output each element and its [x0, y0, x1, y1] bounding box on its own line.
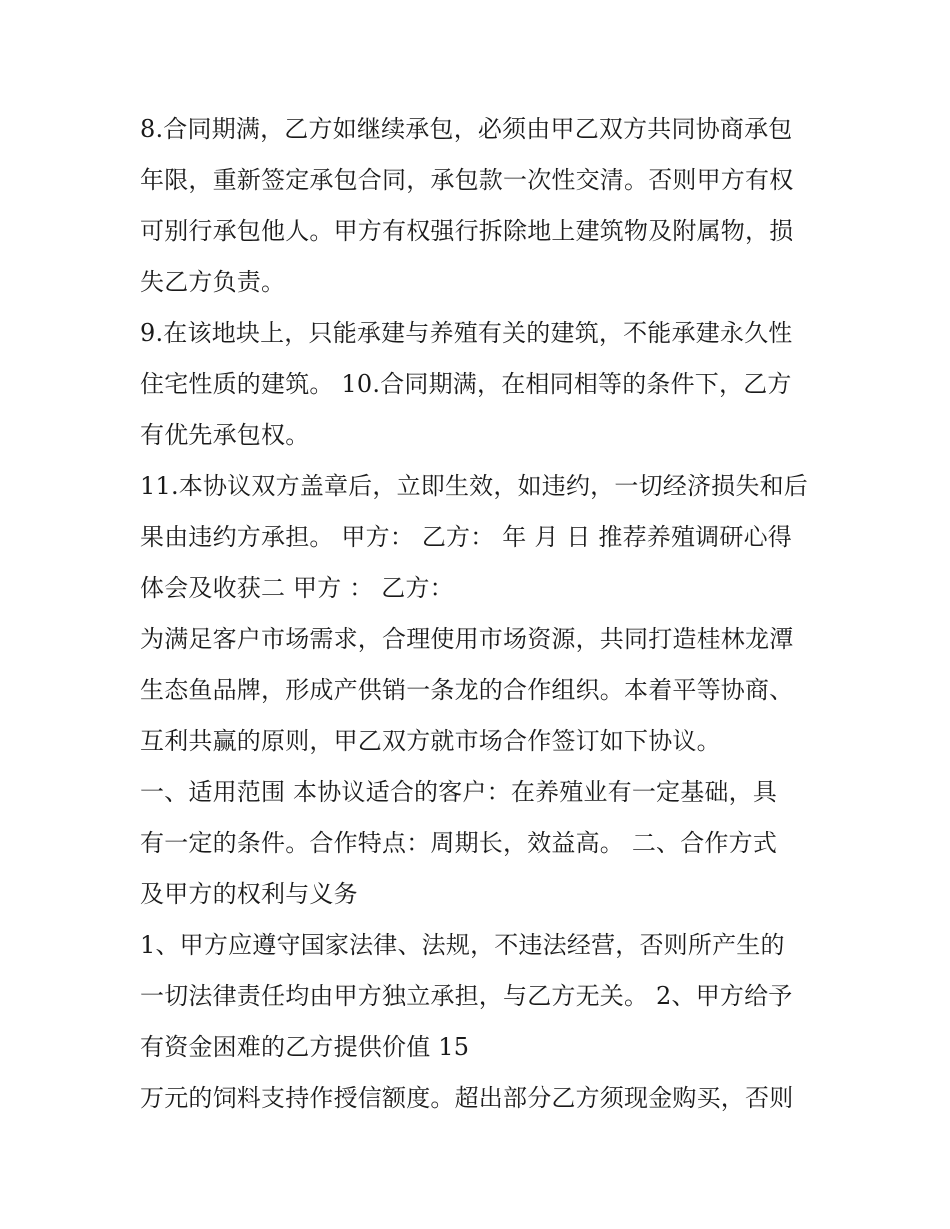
- text-line: 为满足客户市场需求，合理使用市场资源，共同打造桂林龙潭: [140, 625, 794, 653]
- text-line: 万元的饲料支持作授信额度。超出部分乙方须现金购买，否则: [140, 1084, 794, 1112]
- text-line: 9.在该地块上，只能承建与养殖有关的建筑，不能承建永久性: [140, 319, 793, 347]
- text-line: 失乙方负责。: [140, 268, 286, 296]
- text-line: 生态鱼品牌，形成产供销一条龙的合作组织。本着平等协商、: [140, 676, 794, 704]
- text-line: 有优先承包权。: [140, 421, 310, 449]
- text-line: 一切法律责任均由甲方独立承担，与乙方无关。 2、甲方给予: [140, 982, 793, 1010]
- text-line: 可别行承包他人。甲方有权强行拆除地上建筑物及附属物，损: [140, 217, 794, 245]
- text-line: 有一定的条件。合作特点：周期长，效益高。 二、合作方式: [140, 829, 778, 857]
- text-line: 果由违约方承担。 甲方： 乙方： 年 月 日 推荐养殖调研心得: [140, 523, 792, 551]
- document-body: [140, 104, 820, 1124]
- text-line: 8.合同期满，乙方如继续承包，必须由甲乙双方共同协商承包: [140, 115, 793, 143]
- text-line: 一、适用范围 本协议适合的客户：在养殖业有一定基础，具: [140, 778, 778, 806]
- text-line: 有资金困难的乙方提供价值 15: [140, 1033, 470, 1061]
- text-line: 住宅性质的建筑。 10.合同期满，在相同相等的条件下，乙方: [140, 370, 792, 398]
- text-line: 11.本协议双方盖章后，立即生效，如违约，一切经济损失和后: [140, 472, 808, 500]
- text-line: 体会及收获二 甲方 ： 乙方：: [140, 574, 454, 602]
- text-line: 互利共赢的原则，甲乙双方就市场合作签订如下协议。: [140, 727, 721, 755]
- text-line: 及甲方的权利与义务: [140, 880, 358, 908]
- text-line: 1、甲方应遵守国家法律、法规，不违法经营，否则所产生的: [140, 931, 785, 959]
- text-line: 年限，重新签定承包合同，承包款一次性交清。否则甲方有权: [140, 166, 794, 194]
